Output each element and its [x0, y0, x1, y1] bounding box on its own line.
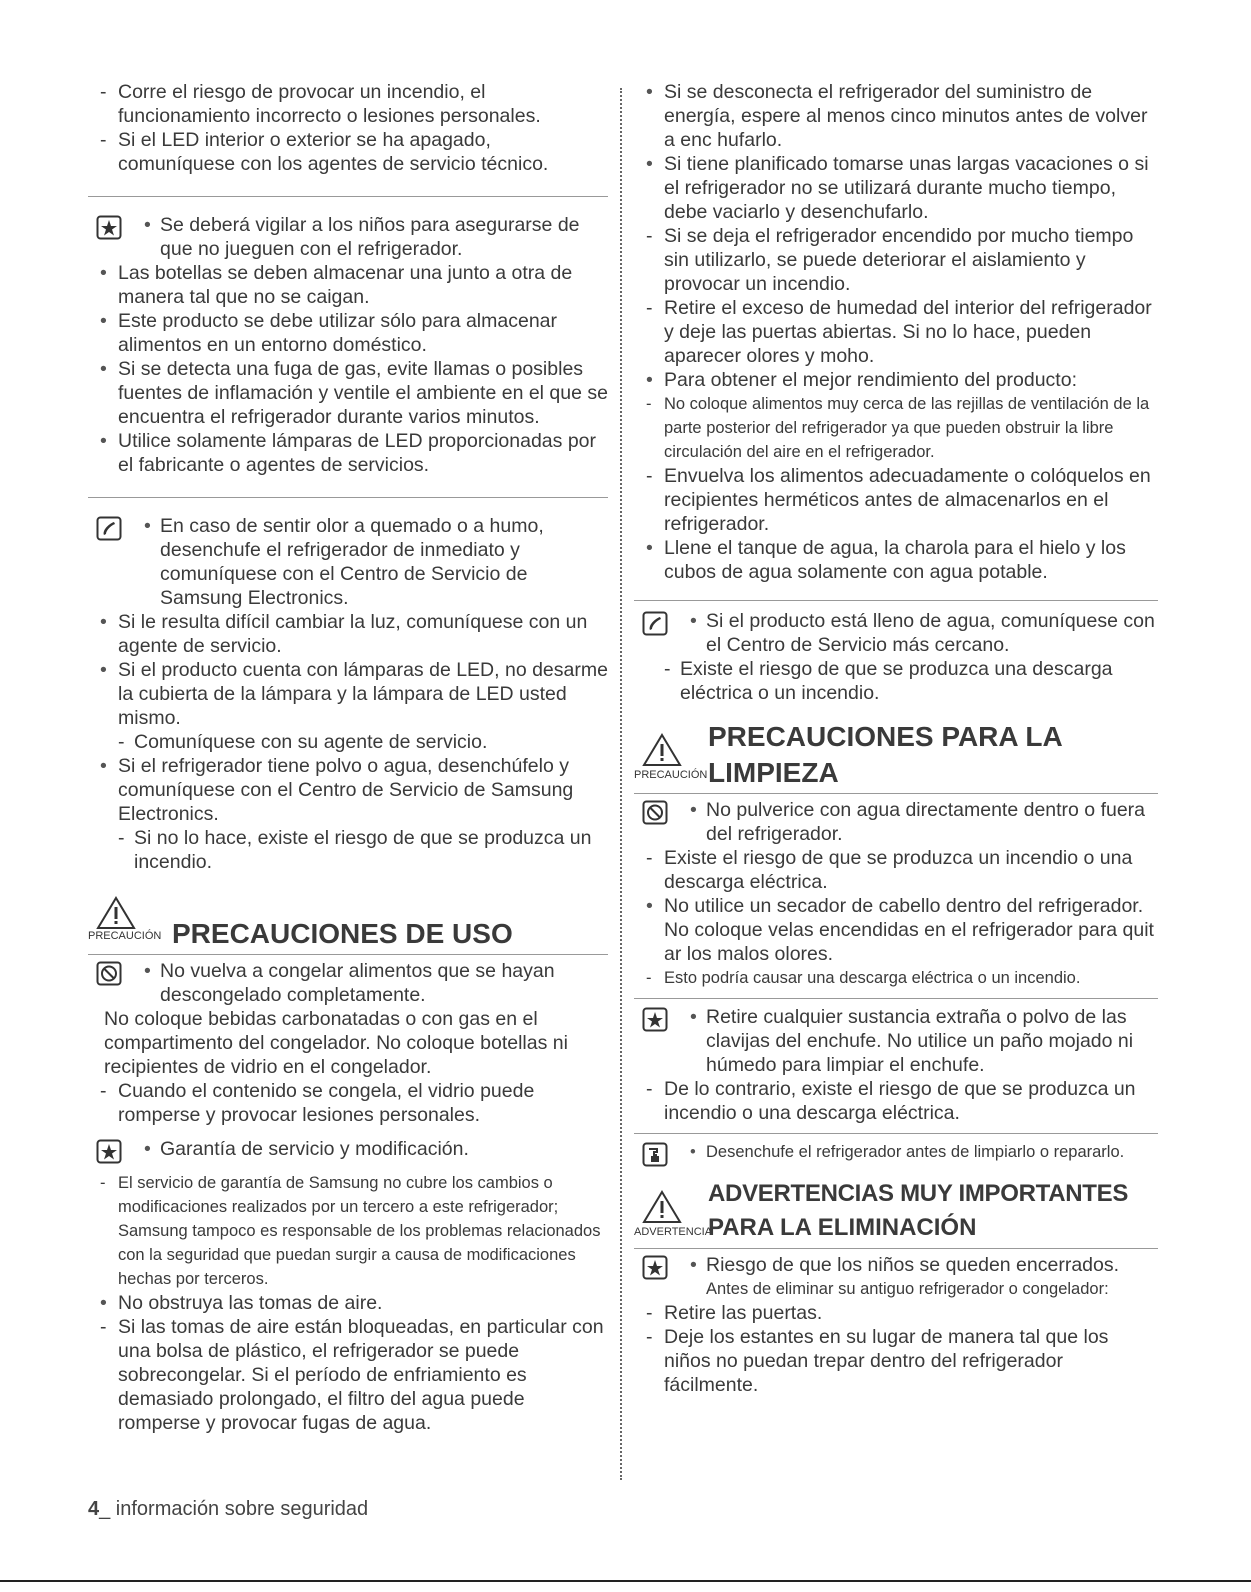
- box-bullet: • Si el refrigerador tiene polvo o agua, desenchúfelo y comuníquese con el Centro de Servicio de Samsung Electronics.: [88, 754, 608, 826]
- box-icon-item: [88, 213, 608, 261]
- limpieza-dash: - De lo contrario, existe el riesgo de que se produzca un incendio o una descarga eléctrica.: [634, 1077, 1158, 1125]
- section-rule: [634, 1248, 1158, 1249]
- box-bullet: • Las botellas se deben almacenar una junto a otra de manera tal que no se caigan.: [88, 261, 608, 309]
- section-rule: [88, 954, 608, 955]
- section-title-line1: ADVERTENCIAS MUY IMPORTANTES: [708, 1180, 1129, 1207]
- page-footer: [88, 1498, 368, 1521]
- intro-dash-1: - Corre el riesgo de provocar un incendio, el funcionamiento incorrecto o lesiones personales.: [88, 80, 608, 128]
- section-title-line2: LIMPIEZA: [708, 757, 839, 788]
- warning-caption: ADVERTENCIA: [634, 1226, 713, 1238]
- phone-note-icon: [96, 516, 122, 542]
- section-title: PRECAUCIONES DE USO: [172, 918, 513, 949]
- intro-bullet: • Si tiene planificado tomarse unas largas vacaciones o si el refrigerador no se utilizará durante mucho tiempo, debe vaciarlo y desenchufarlo.: [634, 152, 1158, 224]
- intro-dash-2: - Si el LED interior o exterior se ha apagado, comuníquese con los agentes de servicio técnico.: [88, 128, 608, 176]
- intro-dash: - Retire el exceso de humedad del interior del refrigerador y deje las puertas abiertas. Si no lo hace, pueden aparecer olores y moho.: [634, 296, 1158, 368]
- section-rule: [634, 793, 1158, 794]
- section-rule: [634, 1133, 1158, 1134]
- prohibited-icon: [96, 961, 122, 987]
- star-item-text: Retire cualquier sustancia extraña o polvo de las clavijas del enchufe. No utilice un paño mojado ni húmedo para limpiar el enchufe.: [706, 1006, 1134, 1076]
- box-dash: - Si no lo hace, existe el riesgo de que se produzca un incendio.: [88, 826, 608, 874]
- caution-caption: PRECAUCIÓN: [634, 769, 708, 781]
- uso-dash: - Cuando el contenido se congela, el vidrio puede romperse y provocar lesiones personales.: [88, 1079, 608, 1127]
- section-rule: [88, 196, 608, 197]
- box-icon-item-text: En caso de sentir olor a quemado o a humo, desenchufe el refrigerador de inmediato y comuníquese con el Centro de Servicio de Samsung Electronics.: [160, 515, 544, 609]
- warning-triangle-icon: [642, 1190, 682, 1224]
- intro-dash: - Envuelva los alimentos adecuadamente o colóquelos en recipientes herméticos antes de almacenarlos en el refrigerador.: [634, 464, 1158, 536]
- star-item: [88, 1137, 608, 1161]
- phone-item-text: Si el producto está lleno de agua, comuníquese con el Centro de Servicio más cercano.: [706, 610, 1155, 656]
- prohibit-item-text: No vuelva a congelar alimentos que se hayan descongelado completamente.: [160, 960, 555, 1006]
- box-icon-item-text: Se deberá vigilar a los niños para asegurarse de que no jueguen con el refrigerador.: [160, 214, 580, 260]
- uso-bullet: • No obstruya las tomas de aire.: [88, 1291, 608, 1315]
- box-smoke-smell: [88, 514, 608, 874]
- section-title-line1: PRECAUCIONES PARA LA: [708, 721, 1063, 752]
- intro-dash-small: - No coloque alimentos muy cerca de las rejillas de ventilación de la parte posterior del refrigerador ya que pueden obstruir la libre circulación del aire en el refrigerador.: [634, 392, 1158, 464]
- star-item-text: Riesgo de que los niños se queden encerrados.: [706, 1254, 1120, 1276]
- page-number: 4: [88, 1498, 100, 1520]
- star-item-text: Garantía de servicio y modificación.: [160, 1138, 469, 1160]
- plug-item-text: Desenchufe el refrigerador antes de limpiarlo o repararlo.: [706, 1143, 1125, 1161]
- phone-note-icon: [642, 611, 668, 637]
- section-rule: [634, 600, 1158, 601]
- uso-paragraph: No coloque bebidas carbonatadas o con gas en el compartimento del congelador. No coloque botellas ni recipientes de vidrio en el congelador.: [104, 1008, 568, 1078]
- uso-dash: - Si las tomas de aire están bloqueadas, en particular con una bolsa de plástico, el refrigerador se puede sobrecongelar. Si el período de enfriamiento es demasiado prolongado, el filtro del agua puede romperse y provocar fugas de agua.: [88, 1315, 608, 1435]
- phone-item: [634, 609, 1158, 657]
- caution-triangle-icon: [96, 896, 136, 930]
- star-note-icon: [642, 1007, 668, 1033]
- star-note-icon: [96, 1139, 122, 1165]
- limpieza-dash: - Existe el riesgo de que se produzca un incendio o una descarga eléctrica.: [634, 846, 1158, 894]
- section-heading-uso: [88, 892, 608, 954]
- box-bullet: • Utilice solamente lámparas de LED proporcionadas por el fabricante o agentes de servicios.: [88, 429, 608, 477]
- unplug-icon: [642, 1142, 668, 1168]
- star-item-sub: Antes de eliminar su antiguo refrigerador o congelador:: [706, 1280, 1109, 1298]
- intro-bullet: • Llene el tanque de agua, la charola para el hielo y los cubos de agua solamente con agua potable.: [634, 536, 1158, 584]
- plug-item: [634, 1140, 1158, 1164]
- section-rule: [88, 497, 608, 498]
- caution-triangle-icon: [642, 733, 682, 767]
- box-bullet: • Este producto se debe utilizar sólo para almacenar alimentos en un entorno doméstico.: [88, 309, 608, 357]
- footer-text: _ información sobre seguridad: [99, 1498, 369, 1520]
- intro-bullet: • Si se desconecta el refrigerador del suministro de energía, espere al menos cinco minutos antes de volver a enc hufarlo.: [634, 80, 1158, 152]
- column-divider: [620, 88, 622, 1480]
- page-bottom-rule: [0, 1580, 1251, 1582]
- intro-bullet: • Para obtener el mejor rendimiento del producto:: [634, 368, 1158, 392]
- warranty-dash: - El servicio de garantía de Samsung no cubre los cambios o modificaciones realizados por un tercero a este refrigerador; Samsung tampoco es responsable de los problemas relacionados con la seguridad que puedan surgir a causa de modificaciones hechas por terceros.: [88, 1171, 608, 1291]
- limpieza-dash-small: - Esto podría causar una descarga eléctrica o un incendio.: [634, 966, 1158, 990]
- prohibit-item-text: No pulverice con agua directamente dentro o fuera del refrigerador.: [706, 799, 1146, 845]
- box-bullet: • Si le resulta difícil cambiar la luz, comuníquese con un agente de servicio.: [88, 610, 608, 658]
- section-heading-limpieza: [634, 719, 1158, 793]
- box-dash: - Comuníquese con su agente de servicio.: [88, 730, 608, 754]
- eliminacion-dash: - Deje los estantes en su lugar de manera tal que los niños no puedan trepar dentro del refrigerador fácilmente.: [634, 1325, 1158, 1397]
- box-icon-item: [88, 514, 608, 610]
- left-column: [88, 80, 608, 1435]
- star-item: [634, 1253, 1158, 1277]
- limpieza-bullet: • No utilice un secador de cabello dentro del refrigerador. No coloque velas encendidas en el refrigerador para quit ar los malos olores.: [634, 894, 1158, 966]
- star-item: [634, 1005, 1158, 1077]
- intro-dash: - Si se deja el refrigerador encendido por mucho tiempo sin utilizarlo, se puede deteriorar el aislamiento y provocar un incendio.: [634, 224, 1158, 296]
- section-heading-eliminacion: [634, 1178, 1158, 1248]
- right-column: [634, 80, 1158, 1397]
- star-note-icon: [96, 215, 122, 241]
- eliminacion-dash: - Retire las puertas.: [634, 1301, 1158, 1325]
- box-children-safety: [88, 213, 608, 477]
- prohibited-icon: [642, 800, 668, 826]
- box-bullet: • Si se detecta una fuga de gas, evite llamas o posibles fuentes de inflamación y ventile el ambiente en el que se encuentra el refrigerador durante varios minutos.: [88, 357, 608, 429]
- section-title-line2: PARA LA ELIMINACIÓN: [708, 1214, 977, 1241]
- prohibit-item: [88, 959, 608, 1007]
- box-bullet: • Si el producto cuenta con lámparas de LED, no desarme la cubierta de la lámpara y la lámpara de LED usted mismo.: [88, 658, 608, 730]
- section-rule: [634, 998, 1158, 999]
- prohibit-item: [634, 798, 1158, 846]
- caution-caption: PRECAUCIÓN: [88, 930, 162, 942]
- box-dash: - Existe el riesgo de que se produzca una descarga eléctrica o un incendio.: [634, 657, 1158, 705]
